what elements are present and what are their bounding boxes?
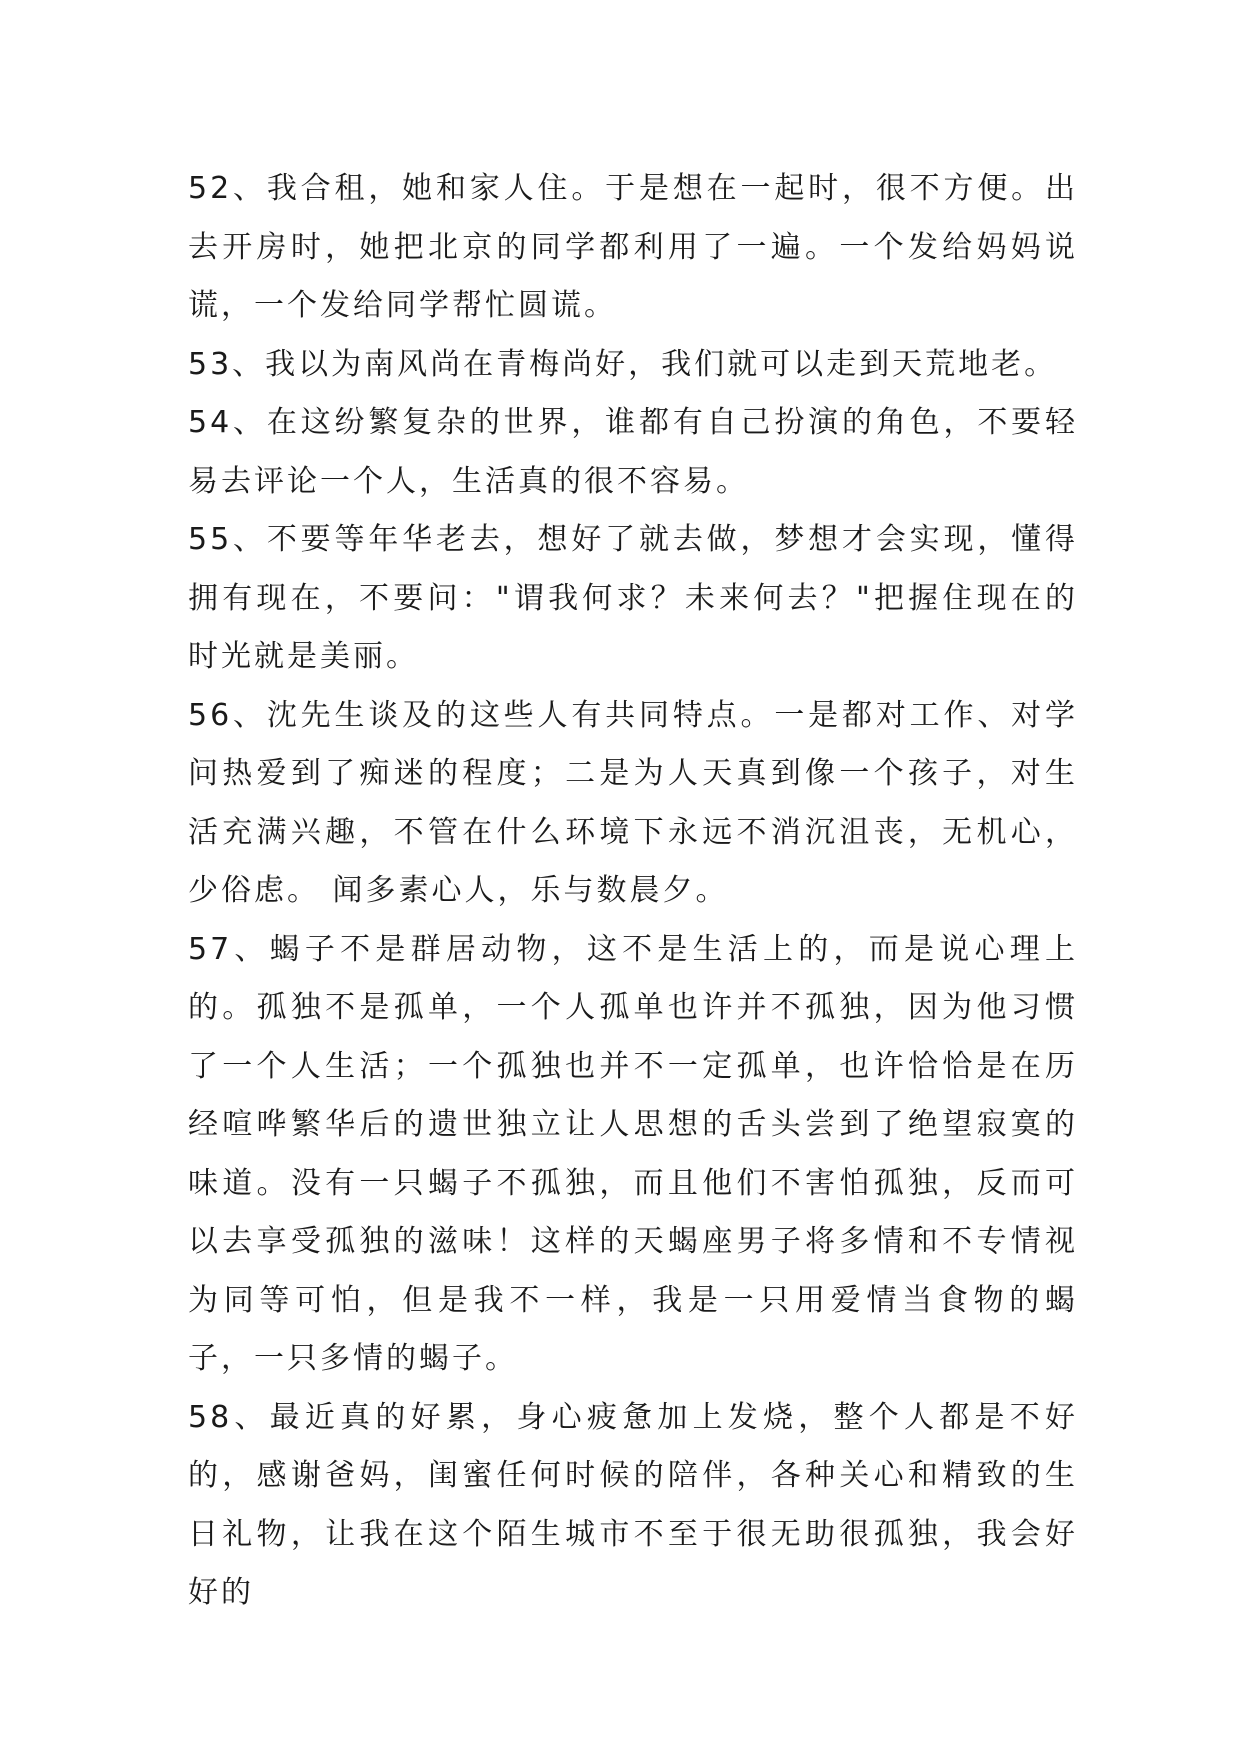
paragraph-57: 57、蝎子不是群居动物，这不是生活上的，而是说心理上的。孤独不是孤单，一个人孤单也许并不孤独，因为他习惯了一个人生活；一个孤独也并不一定孤单，也许恰恰是在历经喧哗繁华后的遗世独立让人思想的舌头尝到了绝望寂寞的味道。没有一只蝎子不孤独，而且他们不害怕孤独，反而可以去享受孤独的滋味！这样的天蝎座男子将多情和不专情视为同等可怕，但是我不一样，我是一只用爱情当食物的蝎子，一只多情的蝎子。 [188,931,1078,1376]
paragraph-56: 56、沈先生谈及的这些人有共同特点。一是都对工作、对学问热爱到了痴迷的程度；二是为人天真到像一个孩子，对生活充满兴趣，不管在什么环境下永远不消沉沮丧，无机心，少俗虑。 闻多素心人，乐与数晨夕。 [188,697,1078,908]
paragraph-55: 55、不要等年华老去，想好了就去做，梦想才会实现，懂得拥有现在，不要问："谓我何求？未来何去？"把握住现在的时光就是美丽。 [188,522,1078,674]
paragraph-52: 52、我合租，她和家人住。于是想在一起时，很不方便。出去开房时，她把北京的同学都利用了一遍。一个发给妈妈说谎，一个发给同学帮忙圆谎。 [188,171,1078,323]
paragraph-58: 58、最近真的好累，身心疲惫加上发烧，整个人都是不好的，感谢爸妈，闺蜜任何时候的陪伴，各种关心和精致的生日礼物，让我在这个陌生城市不至于很无助很孤独，我会好好的 [188,1399,1078,1610]
document-body [188,160,1078,1623]
paragraph-54: 54、在这纷繁复杂的世界，谁都有自己扮演的角色，不要轻易去评论一个人，生活真的很不容易。 [188,405,1078,499]
paragraph-53: 53、我以为南风尚在青梅尚好，我们就可以走到天荒地老。 [188,346,1058,382]
